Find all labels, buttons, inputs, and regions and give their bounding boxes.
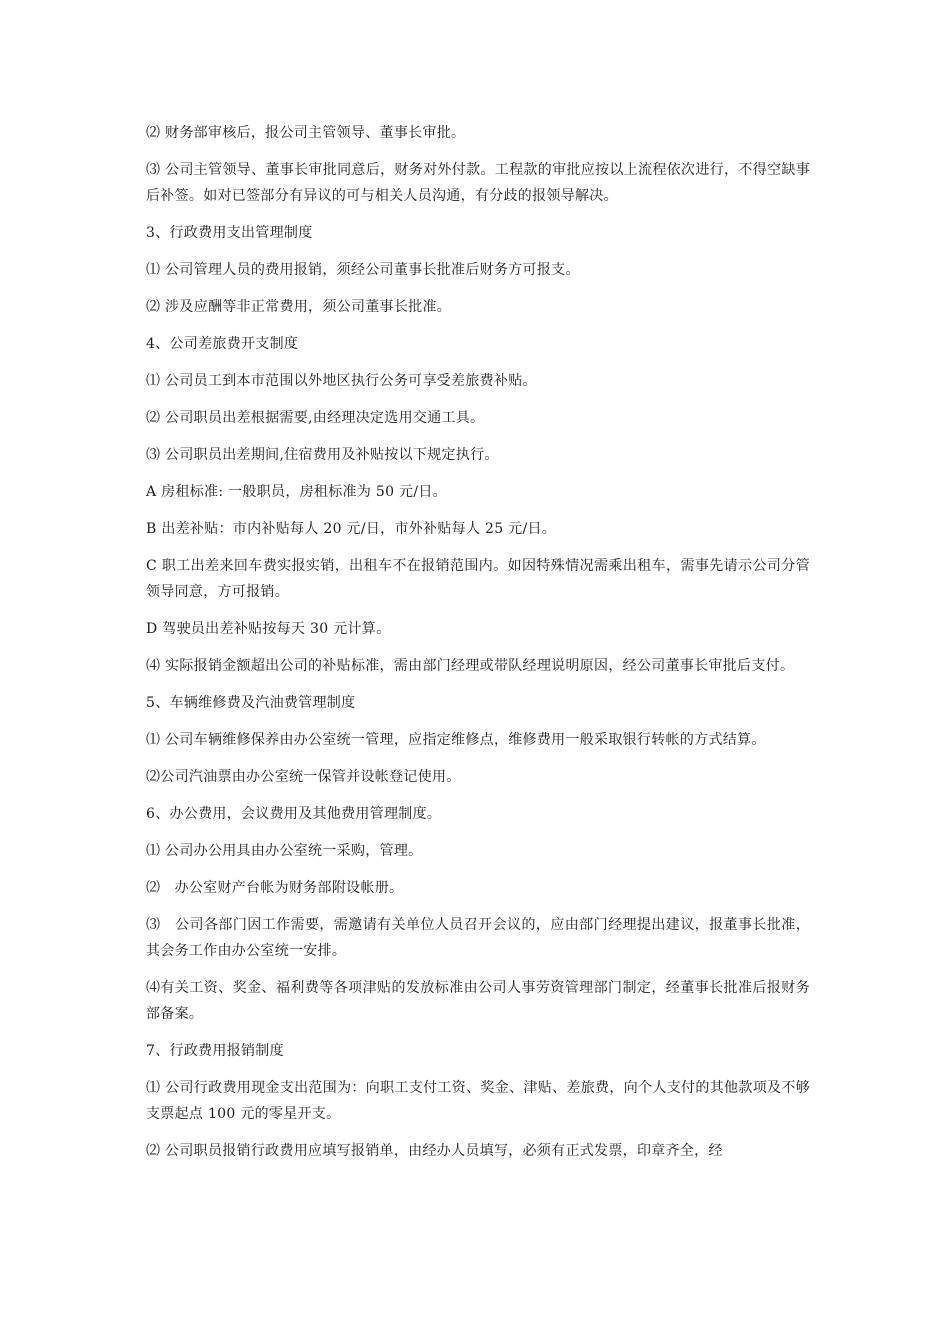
section-heading: 6、办公费用，会议费用及其他费用管理制度。 [146, 806, 442, 822]
paragraph: A 房租标准: 一般职员，房租标准为 50 元/日。 [146, 484, 447, 500]
paragraph: ⑵公司汽油票由办公室统一保管并设帐登记使用。 [146, 769, 461, 785]
paragraph: B 出差补贴：市内补贴每人 20 元/日，市外补贴每人 25 元/日。 [146, 521, 557, 537]
section-heading: 4、公司差旅费开支制度 [146, 336, 299, 352]
paragraph: ⑴ 公司员工到本市范围以外地区执行公务可享受差旅费补贴。 [146, 373, 537, 389]
paragraph: C 职工出差来回车费实报实销，出租车不在报销范围内。如因特殊情况需乘出租车，需事先请示公司分管领导同意，方可报销。 [146, 558, 810, 600]
paragraph: ⑶ 公司主管领导、董事长审批同意后，财务对外付款。工程款的审批应按以上流程依次进行，不得空缺事后补签。如对已签部分有异议的可与相关人员沟通，有分歧的报领导解决。 [146, 162, 810, 204]
paragraph: ⑵ 财务部审核后，报公司主管领导、董事长审批。 [146, 125, 466, 141]
section-heading: 7、行政费用报销制度 [146, 1043, 284, 1059]
section-heading: 3、行政费用支出管理制度 [146, 225, 313, 241]
paragraph: ⑵ 公司职员报销行政费用应填写报销单，由经办人员填写，必须有正式发票，印章齐全，经 [146, 1143, 723, 1159]
paragraph: ⑶ 公司职员出差期间,住宿费用及补贴按以下规定执行。 [146, 447, 499, 463]
paragraph: ⑴ 公司行政费用现金支出范围为：向职工支付工资、奖金、津贴、差旅费，向个人支付的其他款项及不够支票起点 100 元的零星开支。 [146, 1080, 810, 1122]
document-body [146, 120, 810, 1175]
paragraph: ⑴ 公司管理人员的费用报销，须经公司董事长批准后财务方可报支。 [146, 262, 580, 278]
paragraph: ⑵ 办公室财产台帐为财务部附设帐册。 [146, 880, 404, 896]
paragraph: ⑵ 涉及应酬等非正常费用，须公司董事长批准。 [146, 299, 452, 315]
paragraph: ⑷有关工资、奖金、福利费等各项津贴的发放标准由公司人事劳资管理部门制定，经董事长批准后报财务部备案。 [146, 980, 810, 1022]
paragraph: ⑴ 公司车辆维修保养由办公室统一管理，应指定维修点，维修费用一般采取银行转帐的方式结算。 [146, 732, 766, 748]
paragraph: ⑶ 公司各部门因工作需要，需邀请有关单位人员召开会议的，应由部门经理提出建议，报董事长批准，其会务工作由办公室统一安排。 [146, 917, 810, 959]
paragraph: D 驾驶员出差补贴按每天 30 元计算。 [146, 621, 391, 637]
paragraph: ⑴ 公司办公用具由办公室统一采购，管理。 [146, 843, 423, 859]
section-heading: 5、车辆维修费及汽油费管理制度 [146, 695, 356, 711]
paragraph: ⑵ 公司职员出差根据需要,由经理决定选用交通工具。 [146, 410, 485, 426]
paragraph: ⑷ 实际报销金额超出公司的补贴标准，需由部门经理或带队经理说明原因，经公司董事长审批后支付。 [146, 658, 795, 674]
